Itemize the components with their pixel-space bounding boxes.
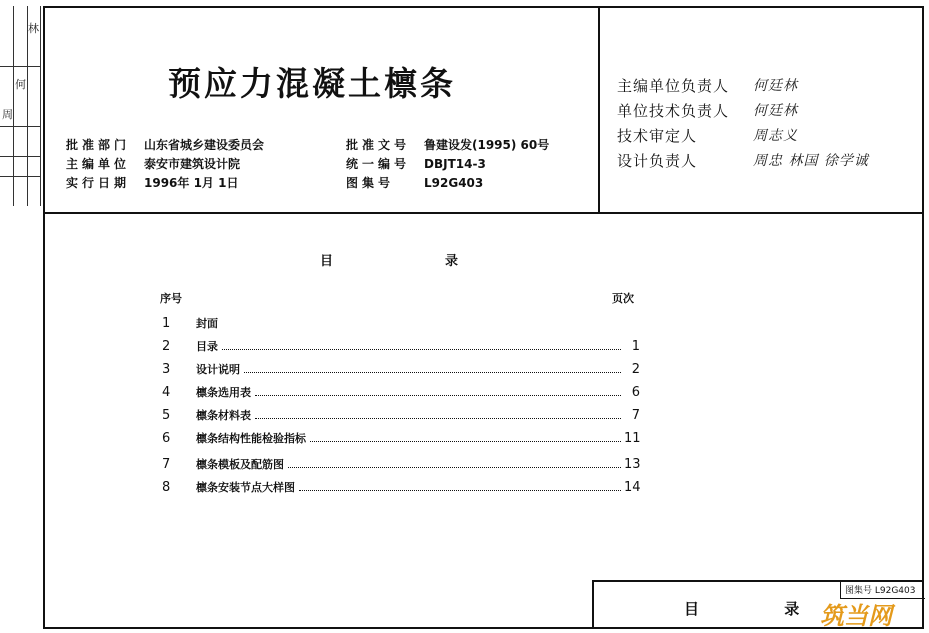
toc-leader-dots xyxy=(244,372,621,373)
meta-row xyxy=(66,155,264,174)
toc-row-page: 7 xyxy=(631,408,640,423)
frame-right-border xyxy=(922,6,924,629)
toc-row-page: 11 xyxy=(624,431,641,446)
meta-row xyxy=(346,174,549,193)
signature: 周志义 xyxy=(753,128,798,144)
signoff-row xyxy=(617,149,869,174)
signoff-role: 主编单位负责人 xyxy=(617,77,730,95)
signoff-role: 设计负责人 xyxy=(617,152,698,170)
toc-row-number: 5 xyxy=(162,408,171,423)
toc-row-page: 13 xyxy=(624,457,641,472)
toc-column-page: 页次 xyxy=(612,292,634,305)
meta-value: L92G403 xyxy=(424,176,484,190)
toc-row xyxy=(162,379,640,400)
metadata-middle xyxy=(346,136,549,193)
meta-key: 批准部门 xyxy=(66,138,131,152)
meta-row xyxy=(346,136,549,155)
meta-row xyxy=(66,136,264,155)
metadata-left xyxy=(66,136,264,193)
margin-signature: 周 xyxy=(2,108,13,121)
toc-row-number: 6 xyxy=(162,431,171,446)
strip-row-line xyxy=(0,66,40,67)
meta-value: DBJT14-3 xyxy=(424,157,486,171)
toc-row-title: 檩条选用表 xyxy=(196,386,251,399)
toc-leader-dots xyxy=(222,349,621,350)
toc-leader-dots xyxy=(255,395,621,396)
signature: 何廷林 xyxy=(753,103,798,119)
toc-row-title: 檩条模板及配筋图 xyxy=(196,458,284,471)
meta-key: 批准文号 xyxy=(346,138,411,152)
signoff-row xyxy=(617,124,869,149)
signature: 何廷林 xyxy=(753,78,798,94)
meta-key: 图集号 xyxy=(346,176,395,190)
signature: 周忠 林国 徐学诚 xyxy=(753,153,869,169)
margin-signature: 何 xyxy=(15,78,26,91)
signoff-role: 单位技术负责人 xyxy=(617,102,730,120)
toc-row xyxy=(162,356,640,377)
meta-key: 主编单位 xyxy=(66,157,131,171)
site-watermark: 筑当网 xyxy=(820,602,892,630)
signoff-row xyxy=(617,74,869,99)
toc-row-title: 目录 xyxy=(196,340,218,353)
toc-row-page: 2 xyxy=(631,362,640,377)
meta-value: 泰安市建筑设计院 xyxy=(144,157,241,171)
title-block-title: 目 录 xyxy=(684,600,840,618)
title-block-code: 图集号 L92G403 xyxy=(845,586,916,596)
meta-row xyxy=(66,174,264,193)
toc-row-page: 1 xyxy=(631,339,640,354)
title-block xyxy=(592,580,924,629)
header-vertical-divider xyxy=(598,6,600,213)
toc-row-title: 檩条结构性能检验指标 xyxy=(196,432,306,445)
signoff-row xyxy=(617,99,869,124)
meta-value: 1996年 1月 1日 xyxy=(144,176,239,190)
toc-row-page: 14 xyxy=(624,480,641,495)
toc-column-seq: 序号 xyxy=(160,292,182,305)
signoff-role: 技术审定人 xyxy=(617,127,698,145)
toc-leader-dots xyxy=(299,490,621,491)
toc-row xyxy=(162,474,640,495)
meta-value: 山东省城乡建设委员会 xyxy=(144,138,265,152)
toc-row xyxy=(162,402,640,423)
header-divider xyxy=(43,212,924,214)
toc-row-title: 檩条材料表 xyxy=(196,409,251,422)
toc-row xyxy=(162,333,640,354)
toc-row-title: 檩条安装节点大样图 xyxy=(196,481,295,494)
frame-top-border xyxy=(43,6,924,8)
toc-row-page: 6 xyxy=(631,385,640,400)
toc-heading-left: 目 xyxy=(320,254,334,269)
toc-leader-dots xyxy=(310,441,621,442)
meta-key: 实行日期 xyxy=(66,176,131,190)
document-title: 预应力混凝土檩条 xyxy=(168,64,456,103)
toc-row-title: 封面 xyxy=(196,317,218,330)
toc-row-number: 8 xyxy=(162,480,171,495)
toc-leader-dots xyxy=(255,418,621,419)
margin-sign-strip xyxy=(0,6,41,206)
meta-row xyxy=(346,155,549,174)
toc-row-number: 3 xyxy=(162,362,171,377)
strip-row-line xyxy=(0,156,40,157)
toc-row xyxy=(162,310,640,331)
frame-left-border xyxy=(43,6,45,629)
toc-row xyxy=(162,451,640,472)
strip-row-line xyxy=(0,126,40,127)
toc-row xyxy=(162,425,640,446)
meta-value: 鲁建设发(1995) 60号 xyxy=(424,138,550,152)
toc-row-title: 设计说明 xyxy=(196,363,240,376)
toc-row-number: 7 xyxy=(162,457,171,472)
signoff-block xyxy=(617,74,869,174)
margin-signature: 林 xyxy=(28,22,39,35)
toc-row-number: 4 xyxy=(162,385,171,400)
toc-heading-right: 录 xyxy=(445,254,459,269)
toc-row-number: 1 xyxy=(162,316,171,331)
strip-row-line xyxy=(0,176,40,177)
toc-row-number: 2 xyxy=(162,339,171,354)
meta-key: 统一编号 xyxy=(346,157,411,171)
toc-leader-dots xyxy=(288,467,621,468)
